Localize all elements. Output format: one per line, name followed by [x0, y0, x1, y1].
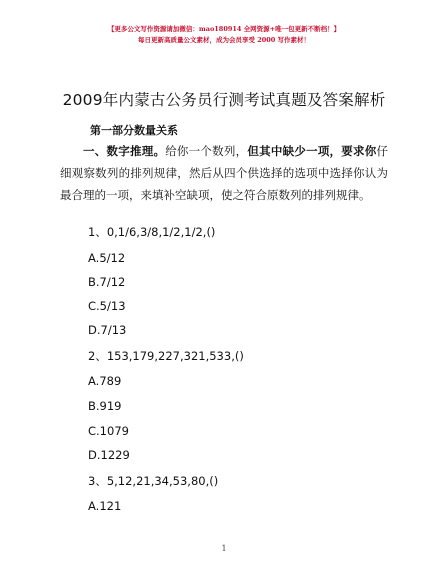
question-2: 2、153,179,227,321,533,() [88, 349, 244, 363]
option-2b: B.919 [88, 399, 122, 413]
banner-line-1: 【更多公文写作资源请加微信：mao180914 全网资源+唯一包更新不断档！】 [107, 25, 341, 33]
option-1c: C.5/13 [88, 299, 126, 313]
option-1a: A.5/12 [88, 251, 126, 265]
option-2d: D.1229 [88, 448, 130, 462]
page-number: 1 [221, 544, 227, 553]
option-2a: A.789 [88, 374, 122, 388]
question-3: 3、5,12,21,34,53,80,() [88, 474, 219, 488]
intro-lead: 一、数字推理。 [83, 144, 166, 158]
option-1b: B.7/12 [88, 275, 126, 289]
intro-mid: 给你一个数列， [165, 144, 248, 158]
section-heading: 第一部分数量关系 [90, 124, 178, 137]
banner-line-2: 每日更新高质量公文素材，成为会员享受 2000 写作素材！ [137, 36, 311, 44]
option-2c: C.1079 [88, 424, 129, 438]
intro-paragraph [60, 140, 388, 206]
document-title: 2009年内蒙古公务员行测考试真题及答案解析 [62, 91, 386, 109]
question-1: 1、0,1/6,3/8,1/2,1/2,() [88, 225, 216, 239]
option-3a: A.121 [88, 499, 122, 513]
promo-banner [0, 24, 448, 46]
option-1d: D.7/13 [88, 323, 127, 337]
intro-bold: 但其中缺少一项，要求你 [247, 144, 377, 158]
intro-rest: 仔细观察数列的排列规律，然后从四个供选择的选项中选择你认为最合理的一项，来填补空缺项，使之符合原数列的排列规律。 [60, 144, 389, 202]
